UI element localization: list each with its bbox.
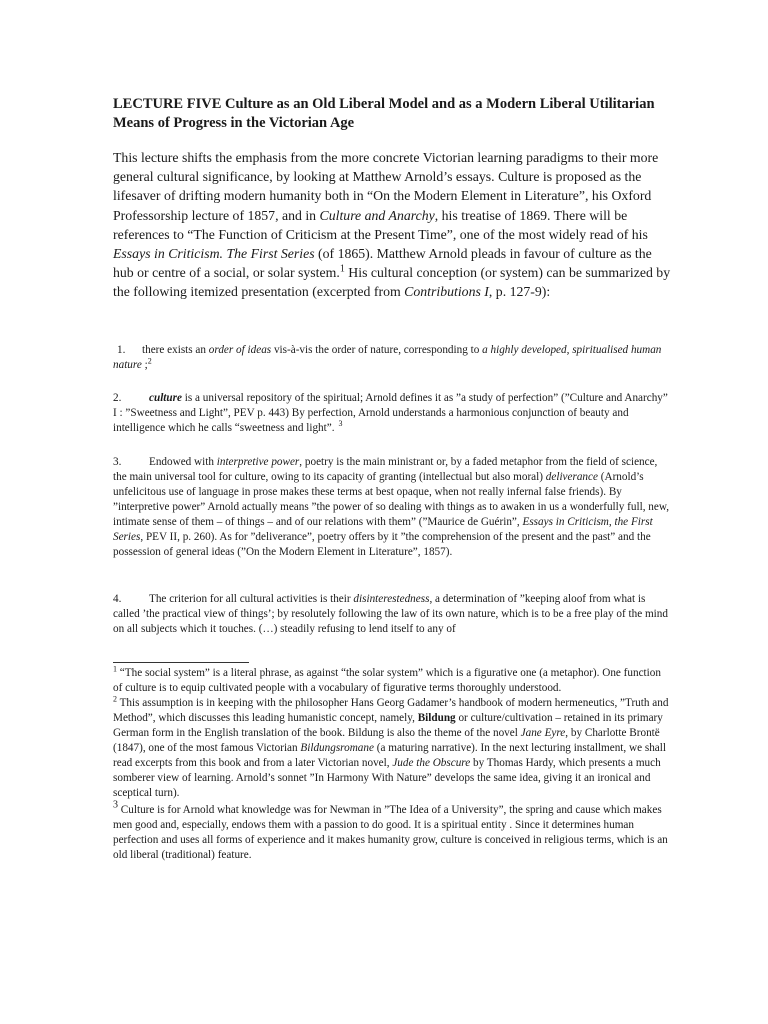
intro-italic-contributions: Contributions I: [404, 284, 489, 300]
footnote-mark: 2: [113, 694, 117, 704]
item-2: [113, 391, 673, 436]
item-number: 3.: [113, 456, 122, 468]
item-italic: Essays in Criticism, the First Series: [113, 516, 653, 543]
item-number: 4.: [113, 593, 122, 605]
item-3: [113, 455, 673, 560]
footnote-italic: Jude the Obscure: [392, 757, 471, 769]
footnote-1: [113, 666, 673, 696]
item-text: there exists an: [142, 344, 209, 356]
item-text: ;: [141, 359, 148, 371]
item-text: , PEV II, p. 260). As for ”deliverance”, poetry offers by it ”the comprehension of the present and the past” and the possession of general ideas (”On the Modern Element in Literature”, 1857).: [113, 531, 651, 558]
item-italic: disinterestedness: [353, 593, 430, 605]
item-italic: deliverance: [545, 471, 598, 483]
lecture-title: LECTURE FIVE Culture as an Old Liberal Model and as a Modern Liberal Utilitarian Means of Progress in the Victorian Age: [113, 96, 655, 131]
intro-paragraph: [113, 148, 673, 302]
intro-text: His cultural conception (or system) can be summarized by the following itemized presentation (excerpted from: [113, 265, 671, 300]
footnote-mark: 1: [113, 664, 117, 674]
intro-text: (of 1865). Matthew Arnold pleads in favour of culture as the hub or centre of a social, or solar system.: [113, 246, 652, 281]
item-text: is a universal repository of the spiritual; Arnold defines it as ”a study of perfection” (”Culture and Anarchy” I : ”Sweetness and Light”, PEV p. 443) By perfection, Arnold understands a harmonious conjunction of beauty and intelligence which he calls “sweetness and light”.: [113, 392, 668, 434]
footnote-text: , by Charlotte Brontë (1847), one of the most famous Victorian: [113, 727, 660, 754]
footnote-separator: [113, 662, 249, 663]
item-number: 1.: [117, 344, 126, 356]
footnote-text: by Thomas Hardy, which presents a much somberer view of learning. Arnold’s sonnet ”In Harmony With Nature” develops the same idea, giving it an ironical and sceptical turn).: [113, 757, 661, 799]
item-italic: order of ideas: [208, 344, 272, 356]
item-1: [113, 343, 673, 373]
footnote-text: or culture/cultivation – retained in its primary German form in the English translation of the book. Bildung is also the theme of the novel: [113, 712, 663, 739]
item-text: The criterion for all cultural activities is their: [149, 593, 354, 605]
item-text: Endowed with: [149, 456, 217, 468]
intro-text: , his treatise of 1869. There will be references to “The Function of Criticism at the Present Time”, one of the most widely read of his: [113, 207, 648, 242]
footnotes: [113, 666, 673, 863]
footnote-bold: Bildung: [417, 712, 456, 724]
item-italic: a highly developed, spiritualised human nature: [113, 344, 662, 371]
footnote-2: [113, 696, 673, 801]
item-bold-italic: culture: [149, 392, 182, 404]
footnote-text: Culture is for Arnold what knowledge was for Newman in ”The Idea of a University”, the spring and cause which makes men good and, especially, endows them with a passion to do good. It is a spiritual entity . Since it determines human perfection and uses all forms of experience and it makes humanity grow, culture is conceived in religious terms, which is an old liberal (traditional) feature.: [113, 804, 668, 861]
footnote-ref-2[interactable]: 2: [147, 356, 152, 366]
item-italic: interpretive power: [216, 456, 300, 468]
item-text: vis-à-vis the order of nature, corresponding to: [271, 344, 483, 356]
item-text: , poetry is the main ministrant or, by a faded metaphor from the field of science, the main universal tool for culture, owing to its capacity of granting (intellectual but also moral): [113, 456, 658, 483]
footnote-text: (a maturing narrative). In the next lecturing installment, we shall read excerpts from this book and from a later Victorian novel,: [113, 742, 666, 769]
intro-text: , p. 127-9):: [488, 284, 551, 300]
item-4: [113, 592, 673, 637]
footnote-text: “The social system” is a literal phrase, as against “the solar system” which is a figurative one (a metaphor). One function of culture is to equip cultivated people with a vocabulary of figurative terms thoroughly understood.: [113, 667, 661, 694]
intro-text: This lecture shifts the emphasis from the more concrete Victorian learning paradigms to their more general cultural significance, by looking at Matthew Arnold’s essays. Culture is proposed as the lifesaver of drifting modern humanity both in “On the Modern Element in Literature”, his Oxford Professorship lecture of 1857, and in: [113, 150, 659, 223]
item-number: 2.: [113, 392, 122, 404]
item-text: (Arnold’s unfelicitous use of language in prose makes these terms at best opaque, when not really infernal false friends). By ”interpretive power” Arnold actually means ”the power of so dealing with things as to awaken in us a wonderfully full, new, intimate sense of them – of things – and of our relations with them” (”Maurice de Guérin”,: [113, 471, 670, 528]
footnote-3: [113, 801, 673, 863]
footnote-text: This assumption is in keeping with the philosopher Hans Georg Gadamer’s handbook of modern hermeneutics, ”Truth and Method”, which discusses this leading humanistic concept, namely,: [113, 697, 669, 724]
intro-italic-essays-in-criticism: Essays in Criticism. The First Series: [113, 246, 315, 262]
intro-italic-culture-and-anarchy: Culture and Anarchy: [319, 207, 435, 223]
footnote-mark: 3: [113, 799, 118, 811]
footnote-italic: Bildungsromane: [300, 742, 374, 754]
footnote-ref-3[interactable]: 3: [338, 419, 343, 429]
footnote-ref-1[interactable]: 1: [339, 263, 345, 275]
item-text: , a determination of ”keeping aloof from what is called ’the practical view of things’; by resolutely following the law of its own nature, which is to be a free play of the mind on all subjects which it touches. (…) steadily refusing to lend itself to any of: [113, 593, 668, 635]
footnote-italic: Jane Eyre: [520, 727, 566, 739]
